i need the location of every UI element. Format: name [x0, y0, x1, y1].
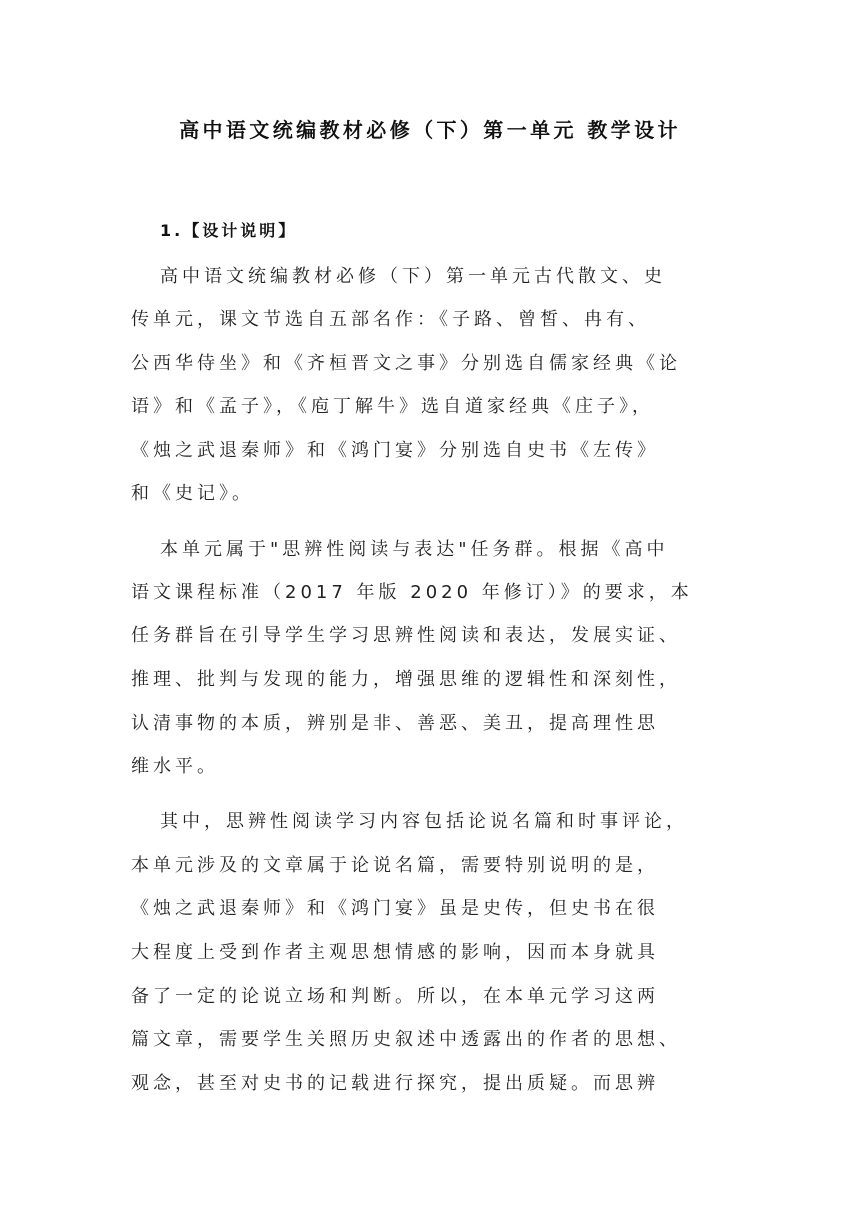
text-line: 本单元属于"思辨性阅读与表达"任务群。根据《高中 [160, 539, 669, 560]
text-line: 传单元，课文节选自五部名作：《子路、曾皙、冉有、 [131, 309, 650, 330]
text-line: 和《史记》。 [131, 483, 254, 504]
text-line: 认清事物的本质，辨别是非、善恶、美丑，提高理性思 [131, 713, 659, 734]
text-line: 《烛之武退秦师》和《鸿门宴》分别选自史书《左传》 [131, 440, 659, 461]
text-line: 篇文章，需要学生关照历史叙述中透露出的作者的思想、 [131, 1029, 681, 1050]
text-line: 公西华侍坐》和《齐桓晋文之事》分别选自儒家经典《论 [131, 353, 681, 374]
text-line: 《烛之武退秦师》和《鸿门宴》虽是史传，但史书在很 [131, 898, 659, 919]
text-line: 备了一定的论说立场和判断。所以，在本单元学习这两 [131, 986, 659, 1007]
text-line: 观念，甚至对史书的记载进行探究，提出质疑。而思辨 [131, 1073, 659, 1094]
document-title: 高中语文统编教材必修（下）第一单元 教学设计 [179, 118, 681, 142]
text-line: 任务群旨在引导学生学习思辨性阅读和表达，发展实证、 [131, 625, 681, 646]
text-line: 大程度上受到作者主观思想情感的影响，因而本身就具 [131, 942, 659, 963]
text-line: 其中，思辨性阅读学习内容包括论说名篇和时事评论， [160, 811, 688, 832]
text-line: 维水平。 [131, 756, 219, 777]
text-line: 推理、批判与发现的能力，增强思维的逻辑性和深刻性， [131, 669, 681, 690]
section-heading: 1.【设计说明】 [160, 221, 298, 240]
text-line: 语文课程标准（2017 年版 2020 年修订）》的要求，本 [131, 582, 693, 603]
text-line: 语》和《孟子》，《庖丁解牛》选自道家经典《庄子》， [131, 396, 654, 417]
text-line: 高中语文统编教材必修（下）第一单元古代散文、史 [160, 266, 666, 287]
text-line: 本单元涉及的文章属于论说名篇，需要特别说明的是， [131, 855, 659, 876]
